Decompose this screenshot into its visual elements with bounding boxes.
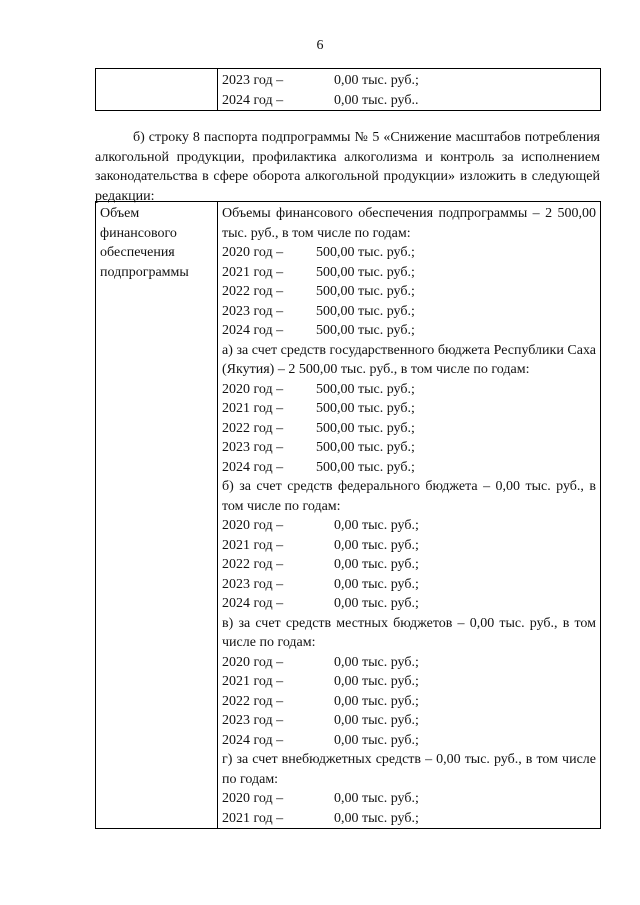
- year-amount: 500,00 тыс. руб.;: [316, 264, 415, 280]
- year-line: [222, 438, 596, 458]
- year-line: [222, 419, 596, 439]
- year-line: [222, 731, 596, 751]
- year-amount: 0,00 тыс. руб.;: [334, 518, 419, 533]
- year-amount: 0,00 тыс. руб.;: [334, 693, 419, 709]
- year-amount: 0,00 тыс. руб.;: [334, 576, 419, 592]
- year-amount: 500,00 тыс. руб.;: [316, 381, 415, 397]
- year-label: 2022 год –: [222, 557, 284, 572]
- section-heading-d: г) за счет внебюджетных средств – 0,00 тыс. руб., в том числе по годам:: [222, 752, 596, 787]
- year-line: [222, 516, 596, 536]
- year-line: [222, 653, 596, 673]
- section-heading-a: а) за счет средств государственного бюджета Республики Саха (Якутия) – 2 500,00 тыс. руб., в том числе по годам:: [222, 342, 596, 377]
- year-label: 2024 год –: [222, 323, 284, 338]
- year-amount: 0,00 тыс. руб.;: [334, 654, 419, 670]
- year-amount: 500,00 тыс. руб.;: [316, 459, 415, 475]
- year-line: [222, 282, 596, 302]
- year-label: 2020 год –: [222, 654, 284, 670]
- year-amount: 0,00 тыс. руб.;: [334, 791, 419, 806]
- funding-label-cell: [96, 202, 218, 829]
- year-line: [222, 263, 596, 283]
- year-line: [222, 321, 596, 341]
- year-line: [222, 575, 596, 595]
- funding-table: [95, 201, 601, 829]
- year-label: 2021 год –: [222, 401, 284, 416]
- section-heading-c: в) за счет средств местных бюджетов – 0,00 тыс. руб., в том числе по годам:: [222, 615, 596, 650]
- year-label: 2022 год –: [222, 693, 284, 709]
- year-line: [222, 809, 596, 829]
- year-line: [222, 380, 596, 400]
- year-label: 2023 год –: [222, 713, 284, 728]
- year-amount: 500,00 тыс. руб.;: [316, 284, 415, 299]
- year-label: 2024 год –: [222, 92, 284, 108]
- year-line: [222, 692, 596, 712]
- year-amount: 500,00 тыс. руб.;: [316, 303, 415, 319]
- year-label: 2023 год –: [222, 576, 284, 592]
- table-row: [96, 202, 601, 829]
- year-line: [222, 243, 596, 263]
- year-line: [222, 672, 596, 692]
- year-label: 2020 год –: [222, 518, 284, 533]
- year-line: [222, 555, 596, 575]
- year-amount: 500,00 тыс. руб.;: [316, 420, 415, 436]
- year-amount: 0,00 тыс. руб..: [334, 92, 419, 108]
- year-label: 2020 год –: [222, 791, 284, 806]
- funding-label: Объем финансового обеспечения подпрограммы: [100, 206, 189, 280]
- year-label: 2023 год –: [222, 440, 284, 455]
- year-line: [222, 536, 596, 556]
- year-line: [222, 711, 596, 731]
- year-line: [222, 399, 596, 419]
- year-label: 2021 год –: [222, 537, 284, 553]
- value-cell: [218, 69, 601, 111]
- year-amount: 0,00 тыс. руб.;: [334, 713, 419, 728]
- year-label: 2024 год –: [222, 596, 284, 611]
- year-amount: 0,00 тыс. руб.;: [334, 596, 419, 611]
- section-heading-b: б) за счет средств федерального бюджета – 0,00 тыс. руб., в том числе по годам:: [222, 479, 596, 514]
- year-line: [222, 458, 596, 478]
- year-amount: 0,00 тыс. руб.;: [334, 674, 419, 689]
- year-label: 2024 год –: [222, 732, 284, 748]
- continued-table: [95, 68, 601, 111]
- year-line: [222, 594, 596, 614]
- year-label: 2020 год –: [222, 381, 284, 397]
- funding-detail-cell: [218, 202, 601, 829]
- year-label: 2020 год –: [222, 245, 284, 260]
- year-amount: 500,00 тыс. руб.;: [316, 323, 415, 338]
- amendment-paragraph: б) строку 8 паспорта подпрограммы № 5 «Снижение масштабов потребления алкогольной продукции, профилактика алкоголизма и контроль за исполнением законодательства в сфере оборота алкогольной продукции» изложить в следующей редакции:: [95, 130, 600, 204]
- year-amount: 0,00 тыс. руб.;: [334, 73, 419, 88]
- label-cell: [96, 69, 218, 111]
- year-amount: 0,00 тыс. руб.;: [334, 732, 419, 748]
- year-label: 2021 год –: [222, 264, 284, 280]
- year-label: 2021 год –: [222, 810, 284, 826]
- page-number: 6: [316, 38, 324, 53]
- year-line: [222, 302, 596, 322]
- year-amount: 0,00 тыс. руб.;: [334, 810, 419, 826]
- year-amount: 0,00 тыс. руб.;: [334, 537, 419, 553]
- year-label: 2023 год –: [222, 73, 284, 88]
- year-amount: 0,00 тыс. руб.;: [334, 557, 419, 572]
- year-label: 2024 год –: [222, 459, 284, 475]
- year-line: [222, 789, 596, 809]
- year-label: 2023 год –: [222, 303, 284, 319]
- year-line: [222, 71, 596, 91]
- year-amount: 500,00 тыс. руб.;: [316, 245, 415, 260]
- year-line: [222, 91, 596, 111]
- table-row: [96, 69, 601, 111]
- funding-intro: Объемы финансового обеспечения подпрограммы – 2 500,00 тыс. руб., в том числе по годам:: [222, 206, 596, 241]
- year-label: 2022 год –: [222, 420, 284, 436]
- year-label: 2021 год –: [222, 674, 284, 689]
- year-amount: 500,00 тыс. руб.;: [316, 401, 415, 416]
- year-amount: 500,00 тыс. руб.;: [316, 440, 415, 455]
- year-label: 2022 год –: [222, 284, 284, 299]
